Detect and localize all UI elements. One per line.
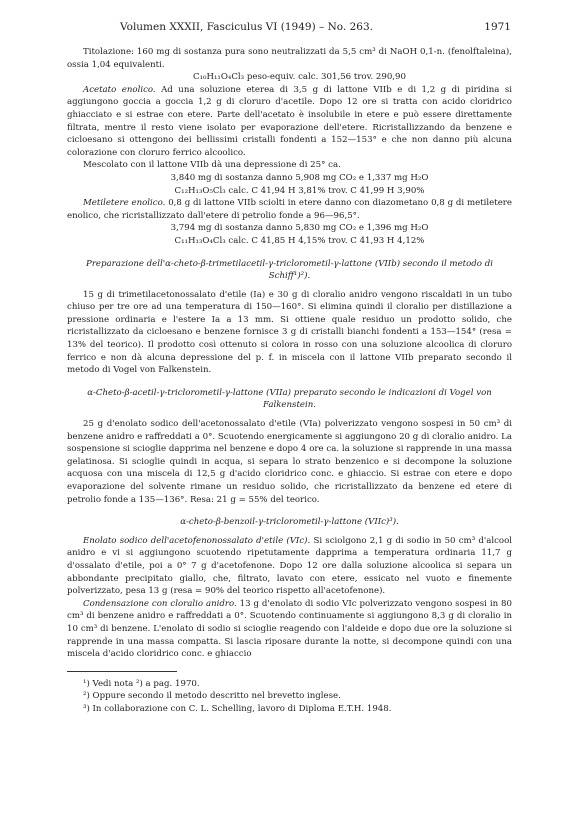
- footnote-1: ¹) Vedi nota ²) a pag. 1970.: [83, 678, 200, 689]
- vogel-method-paragraph: 25 g d'enolato sodico dell'acetonossalato d'etile (VIa) polverizzato vengono sospesi in 50 cm³ di benzene anidro e raffreddati a 0°. Scuotendo energicamente si aggiungono 20 g di cloralio anidro. La sospensione si scioglie dapprima nel benzene e dopo 4 ore ca. la soluzione si rapprende in una massa gelatinosa. Si scioglie quindi in acqua, si separa lo strato benzenico e si decompone la soluzione acquosa con una miscela di 12,5 g d'acido cloridrico conc. e ghiaccio. Si estrae con etere e dopo evaporazione del solvente rimane un residuo solido, che ricristallizzato da benzene ed etere di petrolio fonde a 135—136°. Resa: 21 g = 55% del teorico.: [67, 419, 512, 505]
- chloral-condensation-heading: Condensazione con cloralio anidro.: [83, 598, 237, 609]
- combustion-result-1: 3,840 mg di sostanza danno 5,908 mg CO₂ e 1,337 mg H₂O: [170, 172, 429, 183]
- sodium-enolate-text: Si sciolgono 2,1 g di sodio in 50 cm³ d'alcool anidro e vi si aggiungono scuotendo ripetutamente dapprima a temperatura ordinaria 11,7 g d'ossalato d'etile, poi a 0° 7 g d'acetofenone. Dopo 12 ore dalla soluzione alcoolica si separa un abbondante precipitato giallo, che, filtrato, lavato con etere, essicato nel vuoto e finemente polverizzato, pesa 13 g (resa = 90% del teorico rispetto all'acetofenone).: [67, 535, 512, 597]
- footnote-3: ³) In collaborazione con C. L. Schelling, lavoro di Diploma E.T.H. 1948.: [83, 703, 392, 714]
- running-title: Volumen XXXII, Fasciculus VI (1949) – No. 263.: [120, 21, 373, 33]
- chloral-condensation-paragraph: [67, 598, 512, 661]
- titration-paragraph: Titolazione: 160 mg di sostanza pura sono neutralizzati da 5,5 cm³ di NaOH 0,1-n. (fenolftaleina), ossia 1,04 equivalenti.: [67, 47, 512, 70]
- section-title-schiff: Preparazione dell'α-cheto-β-trimetilacetil-γ-triclorometil-γ-lattone (VIIb) secondo il metodo di Schiff¹)²).: [86, 258, 493, 282]
- enol-acetate-text: Ad una soluzione eterea di 3,5 g di lattone VIIb e di 1,2 g di piridina si aggiungono goccia a goccia 1,2 g di cloruro d'acetile. Dopo 12 ore si tratta con acido cloridrico ghiacciato e si estrae con etere. Parte dell'acetato è insolubile in etere e può essere direttamente filtrata, mentre il resto viene isolato per evaporazione dell'etere. Ricristallizzando da benzene e cicloesano si ottengono dei bellissimi cristalli fondenti a 152—153° e che non danno più alcuna colorazione con cloruro ferrico alcoolico.: [67, 84, 512, 158]
- analysis-result-1: C₁₂H₁₃O₅Cl₃ calc. C 41,94 H 3,81% trov. C 41,99 H 3,90%: [174, 185, 425, 196]
- analysis-result-2: C₁₁H₁₃O₄Cl₃ calc. C 41,85 H 4,15% trov. C 41,93 H 4,12%: [174, 235, 425, 246]
- chloral-condensation-text: 13 g d'enolato di sodio VIc polverizzato vengono sospesi in 80 cm³ di benzene anidro e raffreddati a 0°. Scuotendo continuamente si aggiungono 8,3 g di cloralio in 10 cm³ di benzene. L'enolato di sodio si scioglie reagendo con l'aldeide e dopo due ore la soluzione si rapprende in una massa compatta. Si lascia riposare durante la notte, si decompone quindi con una miscela d'acido cloridrico conc. e ghiaccio: [67, 598, 512, 660]
- enol-ether-heading: Metiletere enolico.: [83, 198, 166, 209]
- enol-ether-paragraph: [67, 197, 512, 222]
- article-body: [67, 46, 512, 716]
- mixed-melting-point-line: Mescolato con il lattone VIIb dà una depressione di 25° ca.: [83, 160, 341, 171]
- footnote-divider: [67, 671, 177, 672]
- running-header: [120, 21, 511, 33]
- section-title-vogel: α-Cheto-β-acetil-γ-triclorometil-γ-lattone (VIIa) preparato secondo le indicazioni di Vogel von Falkenstein.: [87, 387, 492, 411]
- sodium-enolate-heading: Enolato sodico dell'acetofenonossalato d'etile (VIc).: [83, 535, 311, 546]
- sodium-enolate-paragraph: [67, 535, 512, 598]
- schiff-method-paragraph: 15 g di trimetilacetonossalato d'etile (Ia) e 30 g di cloralio anidro vengono riscaldati in un tubo chiuso per tre ore ad una temperatura di 150—160°. Si elimina quindi il cloralio per distillazione a pressione ordinaria e l'estere Ia a 13 mm. Si ottiene quale residuo un prodotto solido, che ricristallizzato da cicloesano e benzene fornisce 3 g di cristalli bianchi fondenti a 153—154° (resa = 13% del teorico). Il prodotto così ottenuto si colora in rosso con una soluzione alcoolica di cloruro ferrico e non dà alcuna depressione del p. f. in miscela con il lattone VIIb preparato secondo il metodo di Vogel von Falkenstein.: [67, 289, 512, 376]
- equivalent-weight-line: C₁₀H₁₁O₄Cl₃ peso-equiv. calc. 301,56 trov. 290,90: [193, 72, 406, 83]
- enol-acetate-heading: Acetato enolico.: [83, 84, 156, 95]
- section-title-benzoyl: α-cheto-β-benzoil-γ-triclorometil-γ-lattone (VIIc)³).: [180, 517, 399, 528]
- footnote-2: ²) Oppure secondo il metodo descritto nel brevetto inglese.: [83, 691, 341, 702]
- page-number: 1971: [484, 21, 511, 33]
- combustion-result-2: 3,794 mg di sostanza danno 5,830 mg CO₂ e 1,396 mg H₂O: [170, 223, 429, 234]
- enol-ether-text: 0,8 g di lattone VIIb sciolti in etere danno con diazometano 0,8 g di metiletere enolico, che ricristallizzato dall'etere di petrolio fonde a 96—96,5°.: [67, 198, 512, 221]
- enol-acetate-paragraph: [67, 84, 512, 160]
